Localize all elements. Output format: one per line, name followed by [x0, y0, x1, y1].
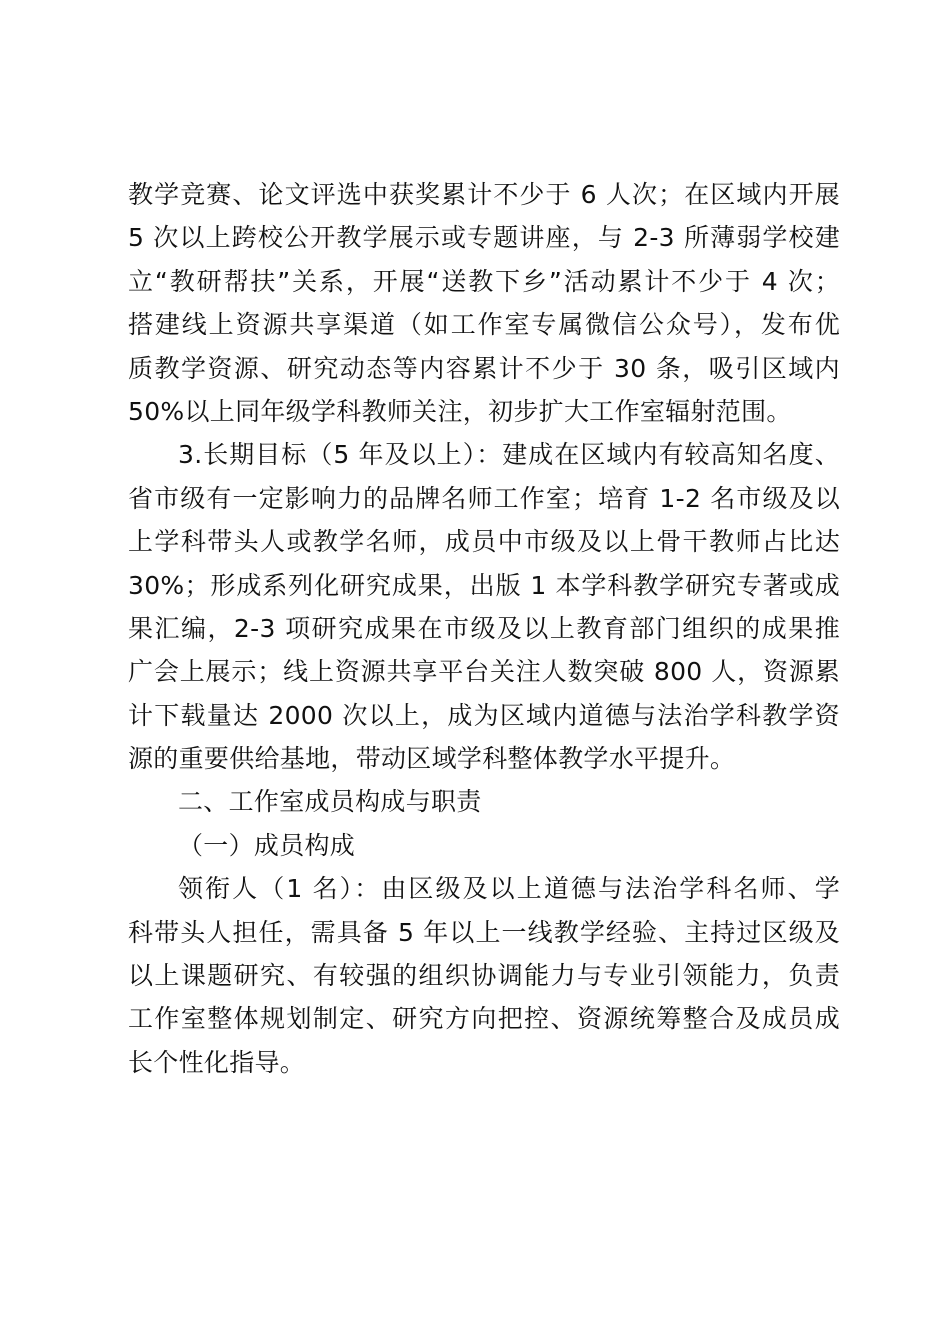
text-line: 搭建线上资源共享渠道（如工作室专属微信公众号），发布优 — [128, 310, 840, 340]
text-line: 长个性化指导。 — [128, 1047, 306, 1077]
text-line: 省市级有一定影响力的品牌名师工作室；培育 1-2 名市级及以 — [128, 483, 840, 513]
text-line: 工作室整体规划制定、研究方向把控、资源统筹整合及成员成 — [128, 1004, 840, 1034]
text-line: 上学科带头人或教学名师，成员中市级及以上骨干教师占比达 — [128, 527, 840, 557]
text-line: 计下载量达 2000 次以上，成为区域内道德与法治学科教学资 — [128, 700, 840, 730]
text-line: 30%；形成系列化研究成果，出版 1 本学科教学研究专著或成 — [128, 570, 840, 600]
document-body — [128, 173, 840, 1084]
paragraph-leader: 领衔人（1 名）：由区级及以上道德与法治学科名师、学 — [178, 874, 840, 904]
section-heading: 二、工作室成员构成与职责 — [178, 787, 482, 817]
text-line: 源的重要供给基地，带动区域学科整体教学水平提升。 — [128, 744, 736, 774]
text-line: 50%以上同年级学科教师关注，初步扩大工作室辐射范围。 — [128, 396, 792, 426]
text-line: 广会上展示；线上资源共享平台关注人数突破 800 人，资源累 — [128, 657, 840, 687]
text-line: 以上课题研究、有较强的组织协调能力与专业引领能力，负责 — [128, 961, 840, 991]
subsection-heading: （一）成员构成 — [178, 830, 356, 860]
text-line: 教学竞赛、论文评选中获奖累计不少于 6 人次；在区域内开展 — [128, 180, 840, 209]
text-line: 科带头人担任，需具备 5 年以上一线教学经验、主持过区级及 — [128, 917, 840, 947]
text-line: 质教学资源、研究动态等内容累计不少于 30 条，吸引区域内 — [128, 353, 840, 383]
text-line: 果汇编，2-3 项研究成果在市级及以上教育部门组织的成果推 — [128, 613, 840, 643]
text-line: 5 次以上跨校公开教学展示或专题讲座，与 2-3 所薄弱学校建 — [128, 223, 840, 253]
paragraph-long-term-goal: 3.长期目标（5 年及以上）：建成在区域内有较高知名度、 — [178, 440, 840, 470]
text-line: 立“教研帮扶”关系，开展“送教下乡”活动累计不少于 4 次； — [128, 266, 840, 296]
